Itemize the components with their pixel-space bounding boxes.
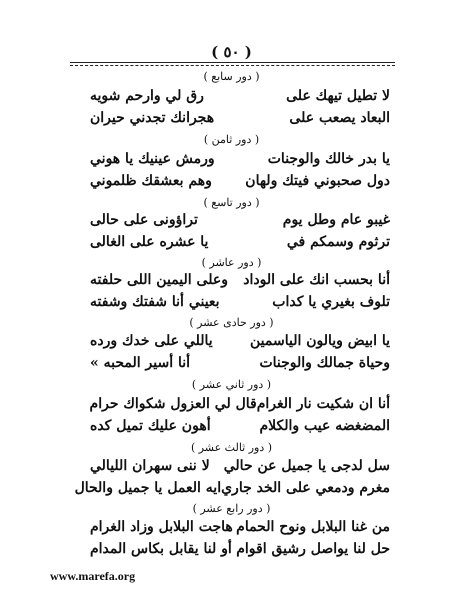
verse-hemistich: قال لي العزول شكواك حرام <box>89 396 257 412</box>
verse-hemistich: دول صحبوني فيتك ولهان <box>245 173 390 189</box>
section-heading: ( دور ثامن ) <box>203 133 260 146</box>
verse-hemistich: هجرانك تجدني حيران <box>90 110 215 126</box>
verse-hemistich: لا ننى سهران الليالي <box>90 458 210 474</box>
verse-hemistich: تلوف بغيري يا كداب <box>272 294 390 310</box>
verse-hemistich: يا ابيض ويالون الياسمين <box>250 333 390 349</box>
verse-hemistich: وعلى اليمين اللى حلفته <box>90 272 228 288</box>
verse-hemistich: يا بدر خالك والوجنات <box>267 151 390 167</box>
verse-line <box>90 173 390 189</box>
verse-line <box>90 541 390 557</box>
verse-hemistich: المضغضه عيب والكلام <box>259 418 390 434</box>
verse-hemistich: غيبو عام وطل يوم <box>282 212 390 228</box>
verse-line <box>90 396 390 412</box>
verse-hemistich: رق لي وارحم شويه <box>90 88 204 104</box>
verse-hemistich: البعاد يصعب على <box>289 110 390 126</box>
verse-line <box>90 355 390 371</box>
verse-line <box>90 519 390 535</box>
verse-line <box>90 272 390 288</box>
verse-line <box>90 294 390 310</box>
section-heading: ( دور ثاني عشر ) <box>191 378 272 391</box>
verse-hemistich: هاجت البلابل وزاد الغرام <box>90 519 233 535</box>
header-dashed-rule <box>70 65 395 66</box>
verse-hemistich: وحياة جمالك والوجنات <box>259 355 390 371</box>
verse-hemistich: يا عشره على الغالى <box>90 234 209 250</box>
verse-hemistich: أهون عليك تميل كده <box>90 418 211 434</box>
verse-hemistich: ياللي على خدك ورده <box>90 333 213 349</box>
verse-hemistich: أنا أسير المحبه » <box>90 355 191 371</box>
verse-hemistich: ورمش عينيك يا هوني <box>90 151 215 167</box>
page-number: ( ٥٠ ) <box>211 43 252 61</box>
verse-line <box>90 88 390 104</box>
verse-line <box>90 151 390 167</box>
verse-hemistich: حل لنا يواصل رشيق اقوام <box>236 541 390 557</box>
verse-hemistich: تراؤونى على حالى <box>90 212 198 228</box>
verse-hemistich: أنا بحسب انك على الوداد <box>243 272 390 288</box>
verse-line <box>90 110 390 126</box>
section-heading: ( دور رابع عشر ) <box>192 502 271 515</box>
verse-hemistich: مغرم ودمعي على الخد جاري <box>221 480 390 496</box>
verse-line <box>90 458 390 474</box>
verse-hemistich: ترثوم وسمكم في <box>286 234 390 250</box>
source-watermark: www.marefa.org <box>50 569 136 583</box>
verse-line <box>90 234 390 250</box>
header-rule <box>70 62 395 63</box>
verse-hemistich: لا تطيل تيهك على <box>286 88 390 104</box>
verse-hemistich: أو لنا يقابل بكاس المدام <box>90 541 232 557</box>
section-heading: ( دور ثالث عشر ) <box>190 441 273 454</box>
verse-hemistich: من غنا البلابل ونوح الحمام <box>236 519 390 535</box>
verse-line <box>90 418 390 434</box>
verse-line <box>90 212 390 228</box>
verse-line <box>74 480 390 496</box>
verse-hemistich: وهم بعشقك ظلموني <box>90 173 212 189</box>
section-heading: ( دور حادى عشر ) <box>189 316 274 329</box>
section-heading: ( دور تاسع ) <box>203 196 260 209</box>
verse-hemistich: سل لدجى يا جميل عن حالي <box>223 458 390 474</box>
verse-hemistich: بعيني أنا شفتك وشفته <box>90 294 220 310</box>
section-heading: ( دور عاشر ) <box>201 256 262 269</box>
verse-hemistich: ايه العمل يا جميل والحال <box>74 480 222 496</box>
verse-hemistich: أنا ان شكيت نار الغرام <box>256 396 390 412</box>
verse-line <box>90 333 390 349</box>
section-heading: ( دور سابع ) <box>203 70 260 83</box>
